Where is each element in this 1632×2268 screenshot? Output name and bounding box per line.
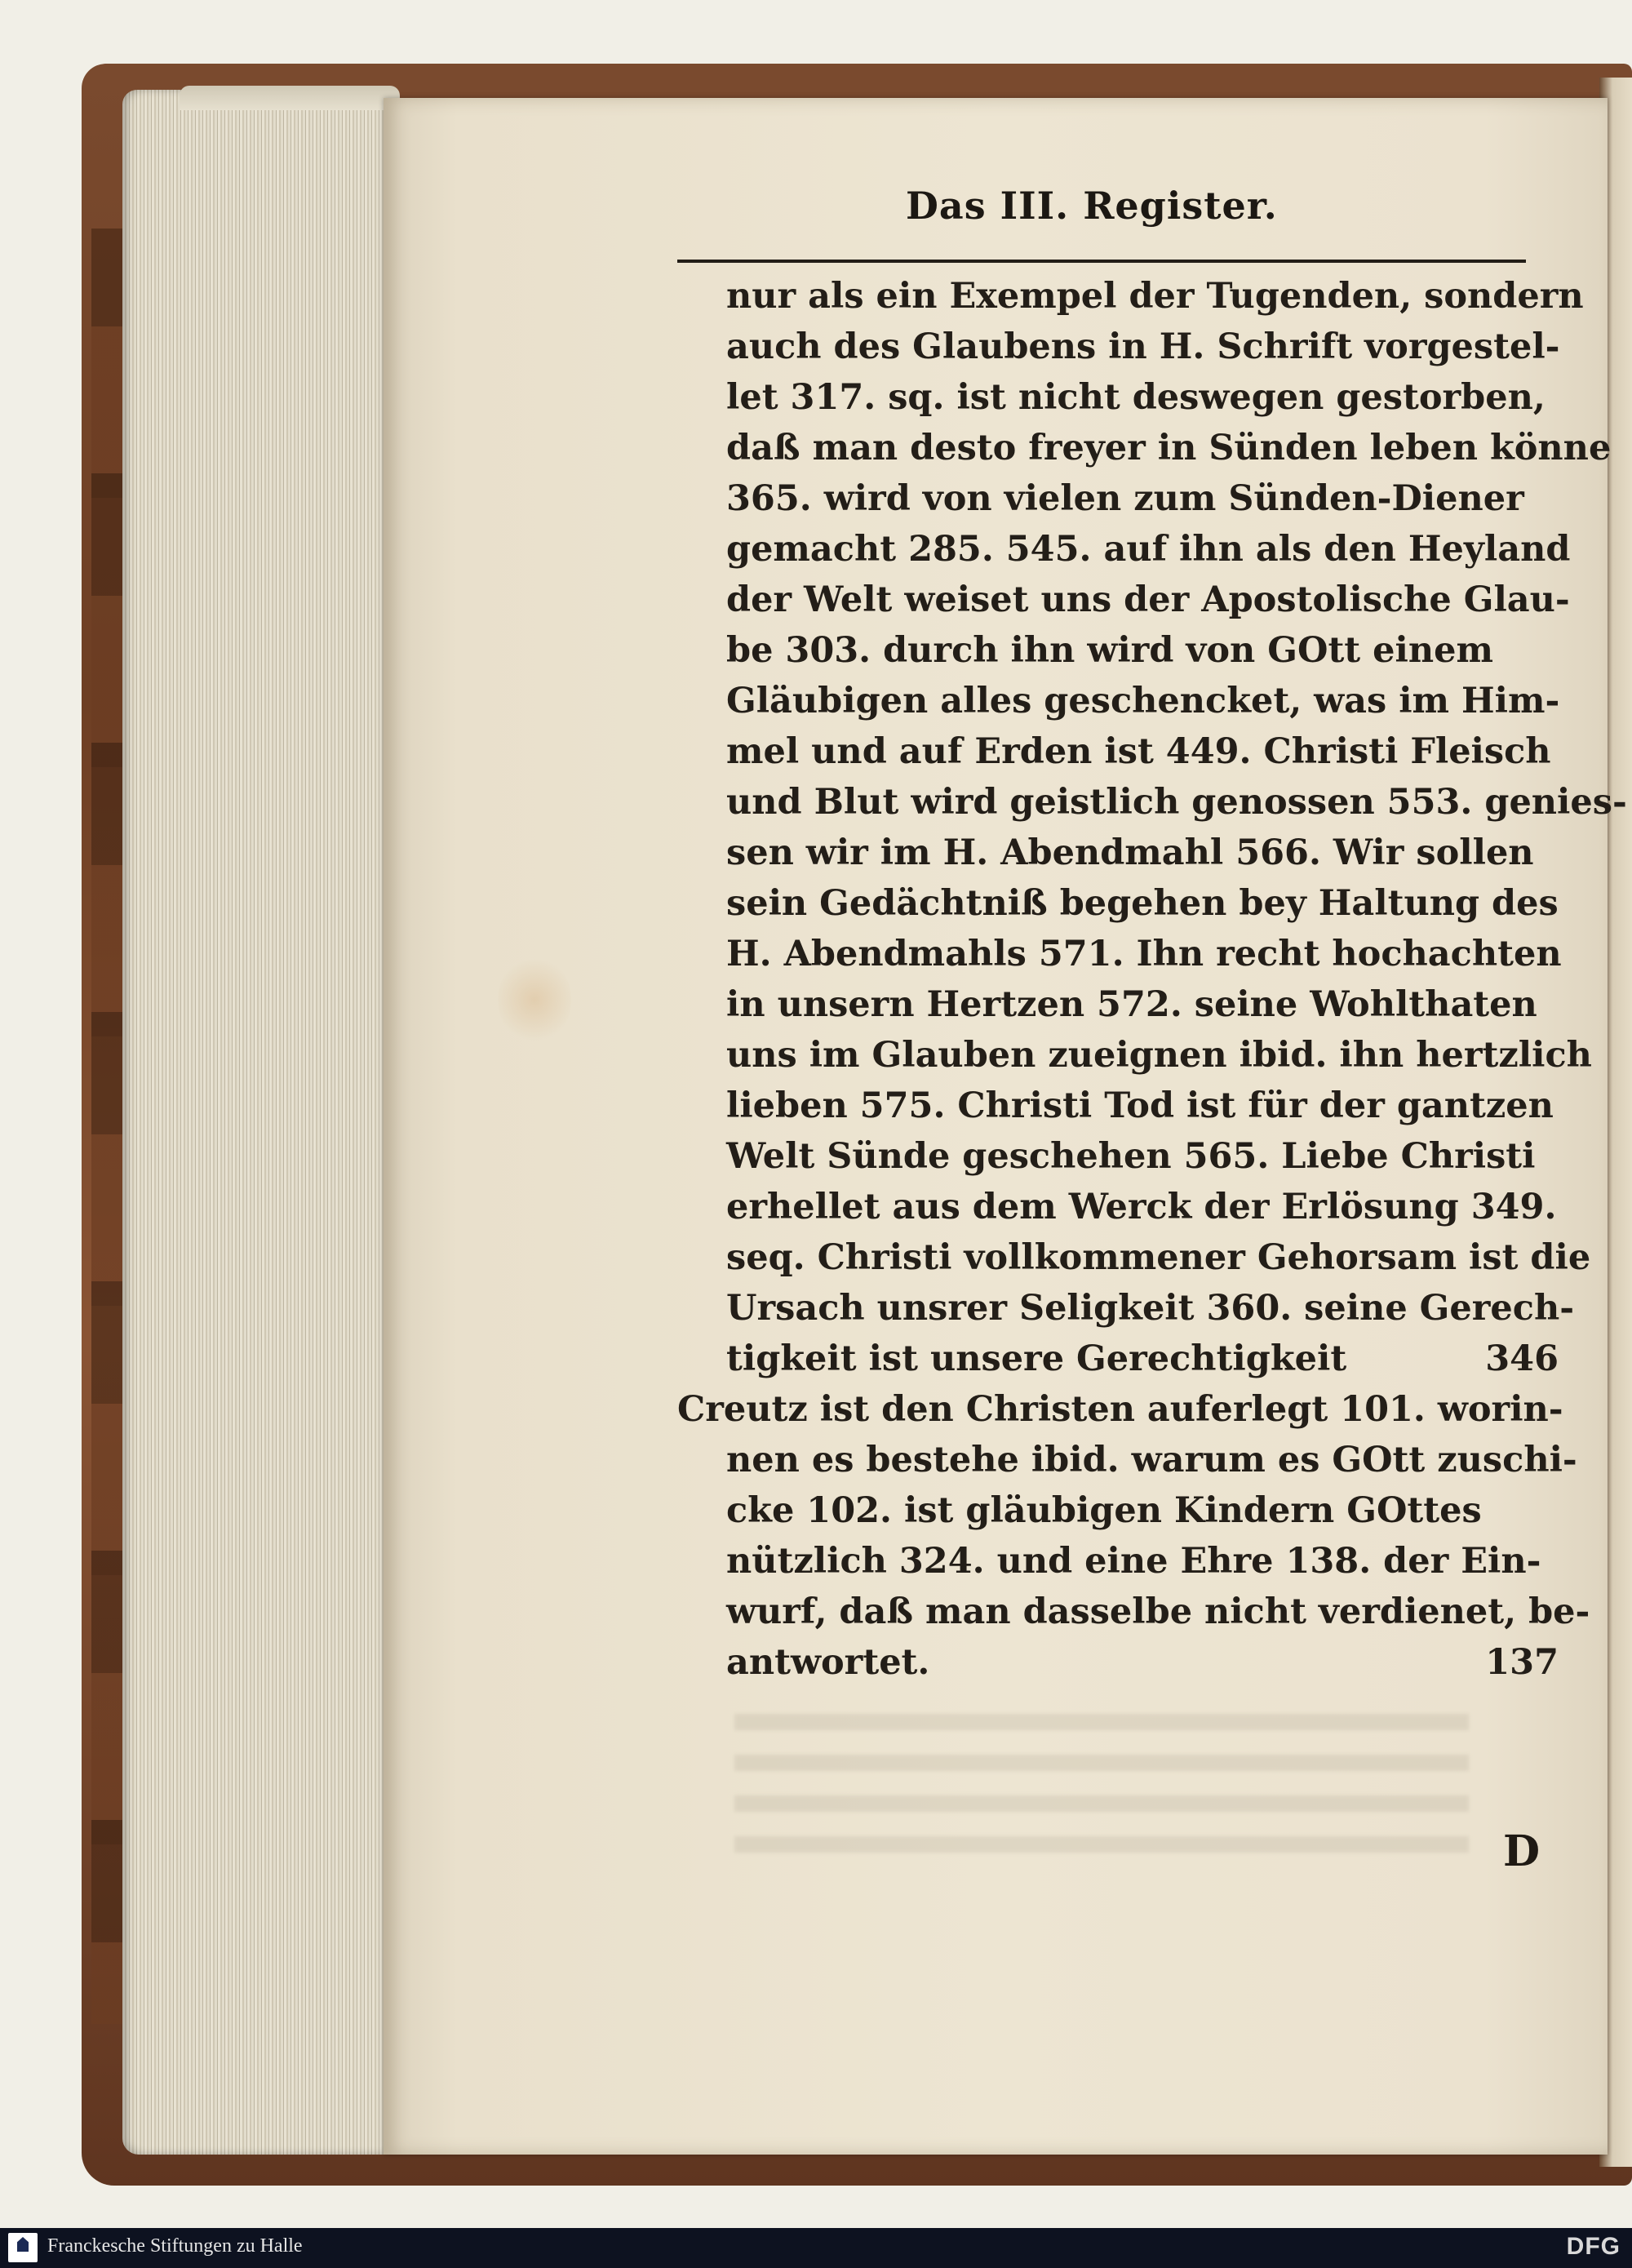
text-line bbox=[677, 1485, 1559, 1536]
line-text: wurf, daß man dasselbe nicht verdienet, be- bbox=[726, 1591, 1590, 1632]
entry-creutz bbox=[677, 1384, 1590, 1688]
text-line bbox=[677, 1587, 1590, 1637]
text-line bbox=[677, 1637, 1559, 1688]
line-text: tigkeit ist unsere Gerechtigkeit bbox=[726, 1338, 1347, 1379]
paper-stain bbox=[498, 955, 571, 1045]
line-text: daß man desto freyer in Sünden leben könne bbox=[726, 428, 1612, 468]
text-line bbox=[677, 625, 1559, 676]
show-through bbox=[734, 1714, 1469, 1861]
line-text: antwortet. bbox=[726, 1642, 930, 1683]
catchword: D bbox=[1503, 1826, 1541, 1876]
text-line bbox=[677, 1334, 1559, 1384]
line-text: uns im Glauben zueignen ibid. ihn hertzlich bbox=[726, 1035, 1592, 1076]
text-line bbox=[677, 828, 1559, 878]
line-text: lieben 575. Christi Tod ist für der gantzen bbox=[726, 1085, 1554, 1126]
register-text bbox=[677, 271, 1627, 1688]
line-text: be 303. durch ihn wird von GOtt einem bbox=[726, 630, 1493, 671]
text-line bbox=[677, 1182, 1559, 1232]
dfg-logo: DFG bbox=[1566, 2233, 1621, 2260]
text-line bbox=[677, 878, 1559, 929]
line-text: nur als ein Exempel der Tugenden, sondern bbox=[726, 276, 1584, 317]
text-line bbox=[677, 1131, 1559, 1182]
line-text: sein Gedächtniß begehen bey Haltung des bbox=[726, 883, 1559, 924]
text-line bbox=[677, 1384, 1563, 1435]
text-line bbox=[677, 777, 1627, 828]
entry-continuation bbox=[677, 271, 1627, 1384]
line-text: gemacht 285. 545. auf ihn als den Heyland bbox=[726, 529, 1571, 570]
footer-bar bbox=[0, 2228, 1632, 2268]
line-text: Ursach unsrer Seligkeit 360. seine Gerech- bbox=[726, 1288, 1575, 1329]
text-line bbox=[677, 1232, 1591, 1283]
text-line bbox=[677, 979, 1559, 1030]
text-line bbox=[677, 322, 1559, 372]
text-line bbox=[677, 1283, 1575, 1334]
line-text: 365. wird von vielen zum Sünden-Diener bbox=[726, 478, 1524, 519]
institution-logo-icon bbox=[8, 2233, 38, 2262]
header-rule bbox=[677, 260, 1526, 263]
text-line bbox=[677, 676, 1559, 726]
line-number: 137 bbox=[1485, 1642, 1559, 1683]
text-line bbox=[677, 575, 1570, 625]
text-line bbox=[677, 1030, 1592, 1081]
line-text: nen es bestehe ibid. warum es GOtt zuschi- bbox=[726, 1440, 1577, 1480]
line-text: Creutz ist den Christen auferlegt 101. worin- bbox=[677, 1389, 1563, 1430]
cover-texture bbox=[91, 229, 122, 2024]
line-text: Gläubigen alles geschencket, was im Him- bbox=[726, 681, 1560, 721]
line-text: der Welt weiset uns der Apostolische Glau- bbox=[726, 579, 1570, 620]
line-text: auch des Glaubens in H. Schrift vorgestel- bbox=[726, 326, 1560, 367]
line-text: Welt Sünde geschehen 565. Liebe Christi bbox=[726, 1136, 1536, 1177]
page-edges bbox=[122, 90, 392, 2155]
page-edges-top bbox=[180, 86, 400, 110]
line-text: seq. Christi vollkommener Gehorsam ist die bbox=[726, 1237, 1591, 1278]
line-text: und Blut wird geistlich genossen 553. genies- bbox=[726, 782, 1627, 823]
line-text: let 317. sq. ist nicht deswegen gestorben, bbox=[726, 377, 1546, 418]
text-line bbox=[677, 929, 1562, 979]
line-text: in unsern Hertzen 572. seine Wohlthaten bbox=[726, 984, 1537, 1025]
text-line bbox=[677, 473, 1559, 524]
institution-name: Franckesche Stiftungen zu Halle bbox=[47, 2235, 303, 2257]
line-text: H. Abendmahls 571. Ihn recht hochachten bbox=[726, 934, 1562, 974]
line-text: sen wir im H. Abendmahl 566. Wir sollen bbox=[726, 832, 1534, 873]
line-text: nützlich 324. und eine Ehre 138. der Ein- bbox=[726, 1541, 1541, 1582]
running-head: Das III. Register. bbox=[906, 184, 1278, 228]
text-line bbox=[677, 1536, 1559, 1587]
text-line bbox=[677, 423, 1612, 473]
line-text: cke 102. ist gläubigen Kindern GOttes bbox=[726, 1490, 1482, 1531]
text-line bbox=[677, 271, 1584, 322]
line-text: erhellet aus dem Werck der Erlösung 349. bbox=[726, 1187, 1557, 1227]
line-text: mel und auf Erden ist 449. Christi Fleisch bbox=[726, 731, 1551, 772]
line-number: 346 bbox=[1485, 1338, 1559, 1379]
text-line bbox=[677, 372, 1559, 423]
text-line bbox=[677, 1435, 1577, 1485]
text-line bbox=[677, 1081, 1559, 1131]
text-line bbox=[677, 726, 1559, 777]
text-line bbox=[677, 524, 1571, 575]
